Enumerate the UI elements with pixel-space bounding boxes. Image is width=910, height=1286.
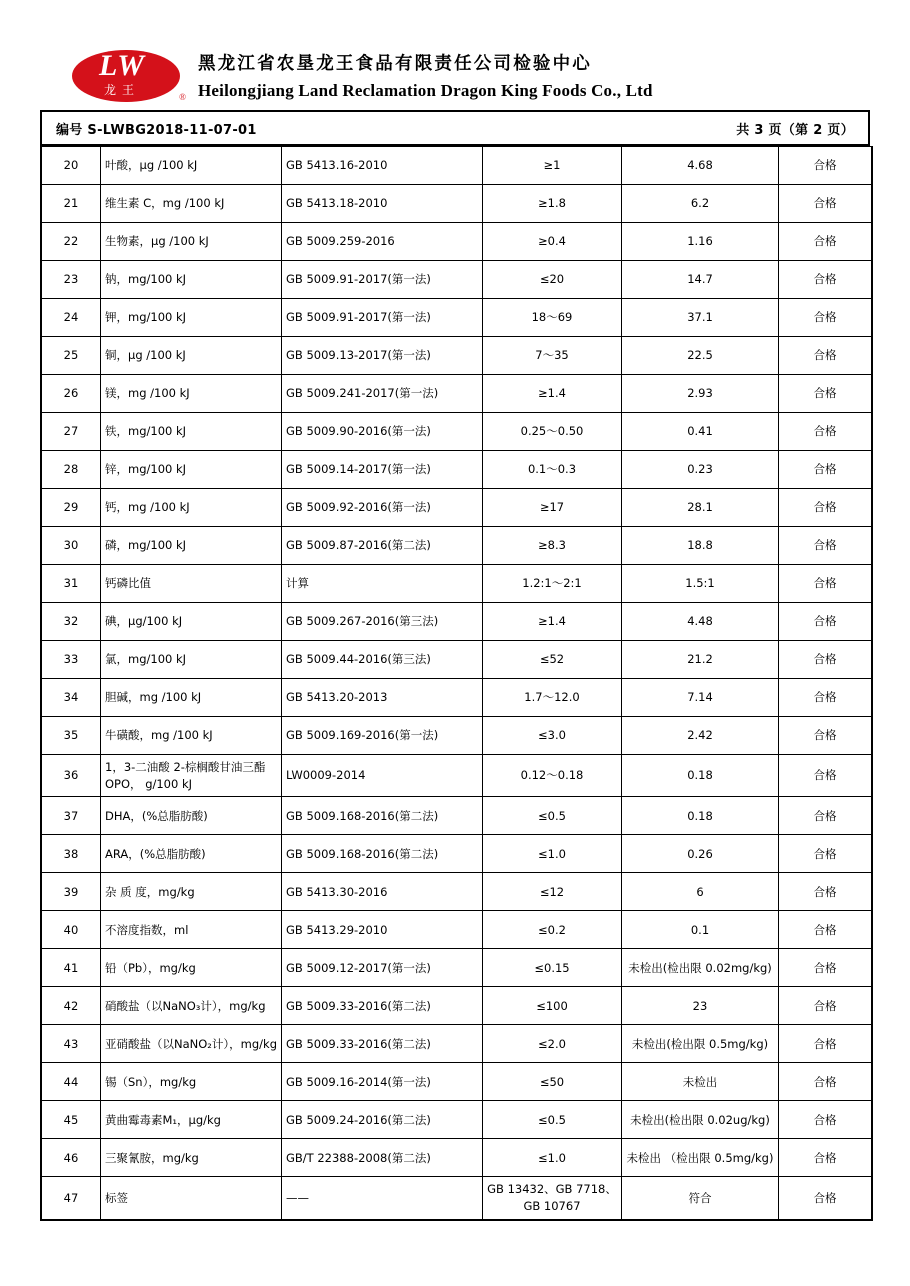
cell-result: 6.2 (622, 185, 779, 223)
cell-judgement: 合格 (779, 755, 873, 797)
cell-judgement: 合格 (779, 717, 873, 755)
cell-index: 22 (41, 223, 101, 261)
cell-item: ARA，(%总脂肪酸) (101, 835, 282, 873)
cell-judgement: 合格 (779, 1139, 873, 1177)
cell-spec: 0.12～0.18 (483, 755, 622, 797)
cell-result: 未检出(检出限 0.5mg/kg) (622, 1025, 779, 1063)
cell-result: 0.18 (622, 755, 779, 797)
table-row (41, 185, 872, 223)
cell-spec: ≥1.4 (483, 603, 622, 641)
cell-judgement: 合格 (779, 911, 873, 949)
cell-judgement: 合格 (779, 1063, 873, 1101)
cell-result: 28.1 (622, 489, 779, 527)
table-row (41, 413, 872, 451)
cell-index: 45 (41, 1101, 101, 1139)
cell-judgement: 合格 (779, 987, 873, 1025)
cell-item: 铜，μg /100 kJ (101, 337, 282, 375)
cell-method: GB 5009.90-2016(第一法) (282, 413, 483, 451)
cell-spec: 0.25～0.50 (483, 413, 622, 451)
cell-index: 46 (41, 1139, 101, 1177)
cell-result: 符合 (622, 1177, 779, 1220)
cell-item: 亚硝酸盐（以NaNO₂计），mg/kg (101, 1025, 282, 1063)
cell-item: 镁，mg /100 kJ (101, 375, 282, 413)
cell-spec: GB 13432、GB 7718、GB 10767 (483, 1177, 622, 1220)
table-row (41, 147, 872, 185)
cell-result: 14.7 (622, 261, 779, 299)
cell-spec: ≤100 (483, 987, 622, 1025)
cell-spec: 7～35 (483, 337, 622, 375)
cell-judgement: 合格 (779, 565, 873, 603)
cell-item: 三聚氰胺，mg/kg (101, 1139, 282, 1177)
logo-letter-text: LW (99, 49, 145, 82)
table-row (41, 797, 872, 835)
cell-judgement: 合格 (779, 299, 873, 337)
table-row (41, 489, 872, 527)
cell-item: 铅（Pb），mg/kg (101, 949, 282, 987)
cell-item: 碘，μg/100 kJ (101, 603, 282, 641)
cell-result: 0.41 (622, 413, 779, 451)
cell-method: GB 5413.30-2016 (282, 873, 483, 911)
cell-index: 41 (41, 949, 101, 987)
cell-result: 6 (622, 873, 779, 911)
cell-judgement: 合格 (779, 603, 873, 641)
cell-item: 生物素，μg /100 kJ (101, 223, 282, 261)
cell-spec: ≤3.0 (483, 717, 622, 755)
table-row (41, 261, 872, 299)
cell-item: 叶酸，μg /100 kJ (101, 147, 282, 185)
company-title-en: Heilongjiang Land Reclamation Dragon King Foods Co., Ltd (198, 81, 653, 100)
cell-judgement: 合格 (779, 873, 873, 911)
cell-item: 标签 (101, 1177, 282, 1220)
cell-spec: ≤1.0 (483, 1139, 622, 1177)
cell-judgement: 合格 (779, 147, 873, 185)
cell-result: 未检出(检出限 0.02mg/kg) (622, 949, 779, 987)
cell-item: 不溶度指数，ml (101, 911, 282, 949)
table-row (41, 1025, 872, 1063)
cell-index: 23 (41, 261, 101, 299)
cell-method: GB 5009.33-2016(第二法) (282, 987, 483, 1025)
cell-method: 计算 (282, 565, 483, 603)
cell-judgement: 合格 (779, 489, 873, 527)
cell-method: GB 5009.24-2016(第二法) (282, 1101, 483, 1139)
cell-spec: ≤50 (483, 1063, 622, 1101)
cell-judgement: 合格 (779, 1025, 873, 1063)
table-row (41, 337, 872, 375)
cell-spec: ≤1.0 (483, 835, 622, 873)
table-body (41, 147, 872, 1220)
cell-judgement: 合格 (779, 1101, 873, 1139)
cell-result: 4.48 (622, 603, 779, 641)
cell-method: GB 5413.18-2010 (282, 185, 483, 223)
cell-spec: ≤20 (483, 261, 622, 299)
cell-result: 1.16 (622, 223, 779, 261)
cell-item: 钠，mg/100 kJ (101, 261, 282, 299)
cell-result: 4.68 (622, 147, 779, 185)
cell-item: 钙磷比值 (101, 565, 282, 603)
cell-method: GB 5009.267-2016(第三法) (282, 603, 483, 641)
table-row (41, 565, 872, 603)
cell-item: 钾，mg/100 kJ (101, 299, 282, 337)
report-header (40, 46, 870, 108)
cell-spec: 1.7～12.0 (483, 679, 622, 717)
cell-index: 35 (41, 717, 101, 755)
registered-trademark-icon: ® (179, 92, 186, 102)
table-row (41, 1139, 872, 1177)
cell-method: LW0009-2014 (282, 755, 483, 797)
company-logo (68, 48, 184, 106)
cell-judgement: 合格 (779, 679, 873, 717)
cell-spec: ≥1.8 (483, 185, 622, 223)
cell-index: 44 (41, 1063, 101, 1101)
table-row (41, 987, 872, 1025)
table-row (41, 1177, 872, 1220)
table-row (41, 603, 872, 641)
cell-spec: 18～69 (483, 299, 622, 337)
cell-method: GB 5009.13-2017(第一法) (282, 337, 483, 375)
cell-method: GB/T 22388-2008(第二法) (282, 1139, 483, 1177)
table-row (41, 641, 872, 679)
cell-index: 34 (41, 679, 101, 717)
cell-result: 0.23 (622, 451, 779, 489)
cell-index: 24 (41, 299, 101, 337)
cell-index: 21 (41, 185, 101, 223)
cell-spec: ≥1 (483, 147, 622, 185)
cell-index: 42 (41, 987, 101, 1025)
cell-result: 0.26 (622, 835, 779, 873)
cell-method: GB 5009.241-2017(第一法) (282, 375, 483, 413)
cell-judgement: 合格 (779, 261, 873, 299)
cell-index: 30 (41, 527, 101, 565)
cell-item: 锡（Sn），mg/kg (101, 1063, 282, 1101)
cell-result: 未检出 （检出限 0.5mg/kg) (622, 1139, 779, 1177)
cell-item: 铁，mg/100 kJ (101, 413, 282, 451)
cell-method: GB 5009.259-2016 (282, 223, 483, 261)
table-row (41, 911, 872, 949)
cell-index: 27 (41, 413, 101, 451)
cell-judgement: 合格 (779, 223, 873, 261)
table-row (41, 717, 872, 755)
cell-method: GB 5009.12-2017(第一法) (282, 949, 483, 987)
cell-result: 1.5:1 (622, 565, 779, 603)
cell-spec: ≤12 (483, 873, 622, 911)
cell-method: GB 5413.29-2010 (282, 911, 483, 949)
cell-result: 22.5 (622, 337, 779, 375)
cell-index: 37 (41, 797, 101, 835)
cell-method: GB 5009.91-2017(第一法) (282, 299, 483, 337)
cell-item: 牛磺酸，mg /100 kJ (101, 717, 282, 755)
cell-method: GB 5009.168-2016(第二法) (282, 835, 483, 873)
cell-judgement: 合格 (779, 641, 873, 679)
cell-result: 21.2 (622, 641, 779, 679)
cell-spec: ≤0.5 (483, 797, 622, 835)
cell-judgement: 合格 (779, 835, 873, 873)
cell-result: 23 (622, 987, 779, 1025)
cell-method: GB 5009.33-2016(第二法) (282, 1025, 483, 1063)
cell-item: 硝酸盐（以NaNO₃计），mg/kg (101, 987, 282, 1025)
cell-index: 38 (41, 835, 101, 873)
cell-result: 0.1 (622, 911, 779, 949)
cell-judgement: 合格 (779, 337, 873, 375)
table-row (41, 873, 872, 911)
cell-index: 20 (41, 147, 101, 185)
cell-result: 未检出(检出限 0.02ug/kg) (622, 1101, 779, 1139)
cell-index: 33 (41, 641, 101, 679)
cell-method: GB 5009.169-2016(第一法) (282, 717, 483, 755)
cell-result: 未检出 (622, 1063, 779, 1101)
inspection-results-table (40, 146, 873, 1221)
report-meta-row (40, 112, 870, 146)
cell-item: DHA，(%总脂肪酸) (101, 797, 282, 835)
cell-result: 7.14 (622, 679, 779, 717)
table-row (41, 527, 872, 565)
cell-spec: ≤0.15 (483, 949, 622, 987)
cell-judgement: 合格 (779, 527, 873, 565)
cell-judgement: 合格 (779, 413, 873, 451)
cell-judgement: 合格 (779, 797, 873, 835)
table-row (41, 223, 872, 261)
cell-index: 47 (41, 1177, 101, 1220)
table-row (41, 375, 872, 413)
cell-method: GB 5009.91-2017(第一法) (282, 261, 483, 299)
cell-result: 18.8 (622, 527, 779, 565)
report-number: 编号 S-LWBG2018-11-07-01 (56, 122, 257, 138)
cell-index: 28 (41, 451, 101, 489)
cell-index: 26 (41, 375, 101, 413)
cell-item: 1，3-二油酸 2-棕榈酸甘油三酯 OPO， g/100 kJ (101, 755, 282, 797)
cell-index: 32 (41, 603, 101, 641)
cell-spec: 1.2:1～2:1 (483, 565, 622, 603)
cell-index: 29 (41, 489, 101, 527)
cell-result: 2.93 (622, 375, 779, 413)
table-row (41, 1101, 872, 1139)
table-row (41, 755, 872, 797)
cell-item: 钙，mg /100 kJ (101, 489, 282, 527)
cell-result: 0.18 (622, 797, 779, 835)
cell-spec: ≤2.0 (483, 1025, 622, 1063)
cell-method: GB 5009.168-2016(第二法) (282, 797, 483, 835)
cell-method: GB 5413.20-2013 (282, 679, 483, 717)
cell-result: 37.1 (622, 299, 779, 337)
cell-judgement: 合格 (779, 375, 873, 413)
cell-item: 杂 质 度，mg/kg (101, 873, 282, 911)
page-number: 共 3 页（第 2 页） (736, 122, 854, 138)
cell-item: 氯，mg/100 kJ (101, 641, 282, 679)
cell-spec: ≥0.4 (483, 223, 622, 261)
cell-spec: ≥1.4 (483, 375, 622, 413)
cell-method: GB 5413.16-2010 (282, 147, 483, 185)
cell-item: 维生素 C，mg /100 kJ (101, 185, 282, 223)
table-row (41, 1063, 872, 1101)
cell-index: 25 (41, 337, 101, 375)
cell-spec: ≥8.3 (483, 527, 622, 565)
cell-judgement: 合格 (779, 1177, 873, 1220)
company-title-cn: 黑龙江省农垦龙王食品有限责任公司检验中心 (198, 54, 592, 74)
cell-item: 胆碱，mg /100 kJ (101, 679, 282, 717)
cell-index: 39 (41, 873, 101, 911)
cell-spec: ≤52 (483, 641, 622, 679)
table-row (41, 949, 872, 987)
cell-index: 31 (41, 565, 101, 603)
cell-method: GB 5009.16-2014(第一法) (282, 1063, 483, 1101)
cell-result: 2.42 (622, 717, 779, 755)
cell-method: GB 5009.87-2016(第二法) (282, 527, 483, 565)
cell-spec: ≤0.2 (483, 911, 622, 949)
cell-method: GB 5009.92-2016(第一法) (282, 489, 483, 527)
cell-judgement: 合格 (779, 185, 873, 223)
cell-judgement: 合格 (779, 949, 873, 987)
table-row (41, 835, 872, 873)
table-row (41, 299, 872, 337)
cell-spec: 0.1～0.3 (483, 451, 622, 489)
cell-method: GB 5009.14-2017(第一法) (282, 451, 483, 489)
cell-index: 40 (41, 911, 101, 949)
cell-index: 43 (41, 1025, 101, 1063)
cell-item: 磷，mg/100 kJ (101, 527, 282, 565)
table-row (41, 451, 872, 489)
cell-spec: ≥17 (483, 489, 622, 527)
cell-item: 锌，mg/100 kJ (101, 451, 282, 489)
logo-chinese-text: 龙王 (103, 83, 140, 97)
cell-judgement: 合格 (779, 451, 873, 489)
cell-method: —— (282, 1177, 483, 1220)
cell-index: 36 (41, 755, 101, 797)
cell-item: 黄曲霉毒素M₁，μg/kg (101, 1101, 282, 1139)
cell-spec: ≤0.5 (483, 1101, 622, 1139)
cell-method: GB 5009.44-2016(第三法) (282, 641, 483, 679)
table-row (41, 679, 872, 717)
header-title-group (198, 50, 653, 104)
